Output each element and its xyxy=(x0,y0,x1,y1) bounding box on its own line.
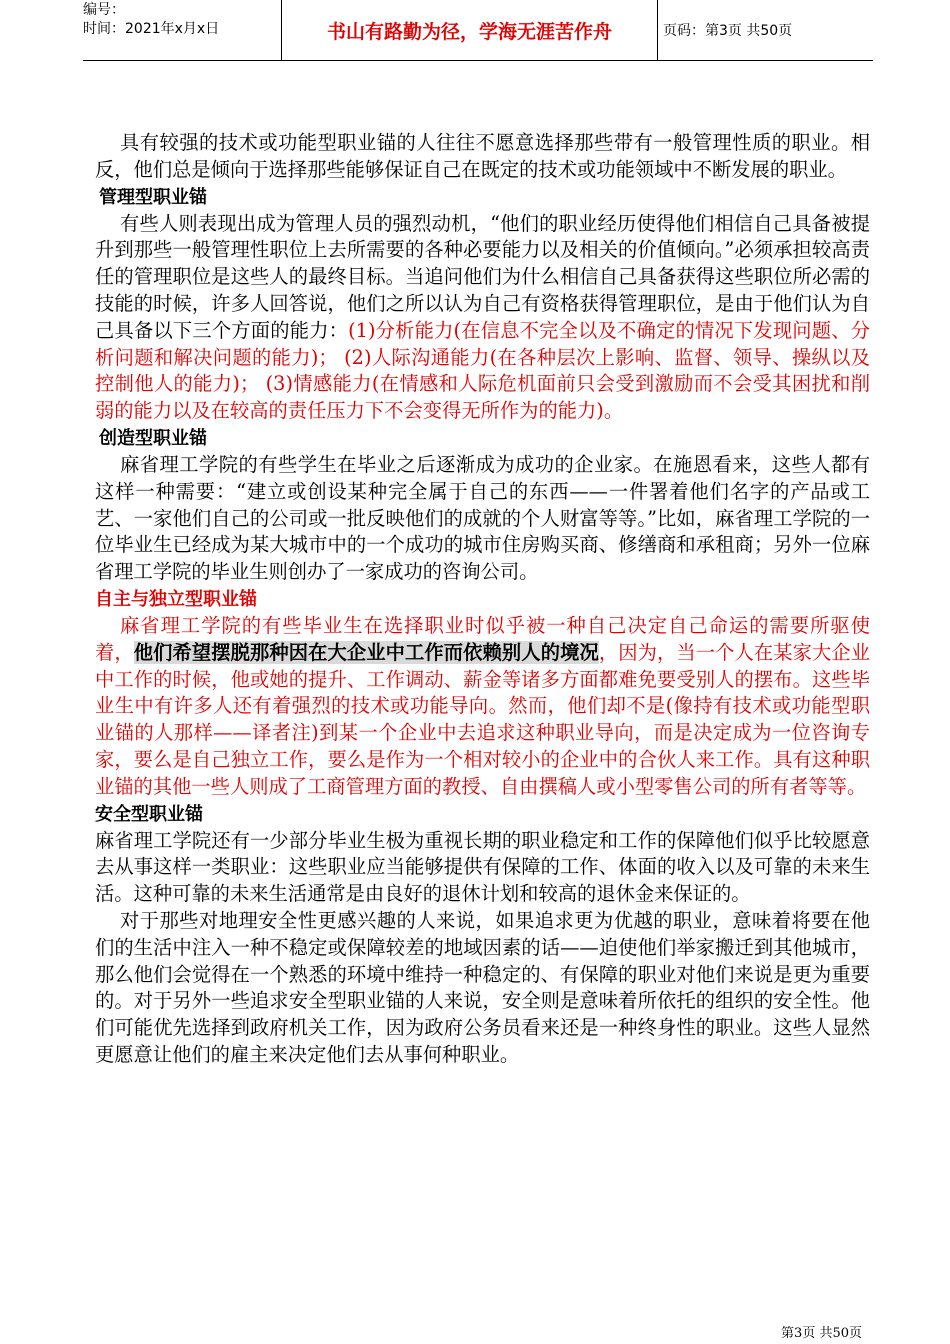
paragraph-management xyxy=(95,211,870,425)
paragraph-autonomy xyxy=(95,613,870,801)
heading-security-anchor: 安全型职业锚 xyxy=(95,803,203,825)
paragraph-geographic-security: 对于那些对地理安全性更感兴趣的人来说，如果追求更为优越的职业，意味着将要在他们的生活中注入一种不稳定或保障较差的地域因素的话——迫使他们举家搬迁到其他城市，那么他们会觉得在一个熟悉的环境中维持一种稳定的、有保障的职业对他们来说是更为重要的。对于另外一些追求安全型职业锚的人来说，安全则是意味着所依托的组织的安全性。他们可能优先选择到政府机关工作，因为政府公务员看来还是一种终身性的职业。这些人显然更愿意让他们的雇主来决定他们去从事何种职业。 xyxy=(95,908,870,1066)
paragraph-autonomy-rest: ，因为，当一个人在某家大企业中工作的时候，他或她的提升、工作调动、薪金等诸多方面都难免要受别人的摆布。这些毕业生中有许多人还有着强烈的技术或功能导向。然而，他们却不是(像持有技术或功能型职业锚的人那样——译者注)到某一个企业中去追求这种职业导向，而是决定成为一位咨询专家，要么是自己独立工作，要么是作为一个相对较小的企业中的合伙人来工作。具有这种职业锚的其他一些人则成了工商管理方面的教授、自由撰稿人或小型零售公司的所有者等等。 xyxy=(95,640,871,798)
page-footer: 第3页 共50页 xyxy=(781,1326,862,1341)
paragraph-management-text: 有些人则表现出成为管理人员的强烈动机，“他们的职业经历使得他们相信自己具备被提升到那些一般管理性职位上去所需要的各种必要能力以及相关的价值倾向。”必须承担较高责任的管理职位是这些人的最终目标。当追问他们为什么相信自己具备获得这些职位所必需的技能的时候，许多人回答说，他们之所以认为自己有资格获得管理职位，是由于他们认为自己具备以下三个方面的能力： xyxy=(95,211,870,342)
header-motto: 书山有路勤为径，学海无涯苦作舟 xyxy=(326,20,612,43)
paragraph-autonomy-start: 麻省理工学院的有些毕业生在选择职业时似乎被一种自己决定自己命运的需要所驱使着， xyxy=(95,613,870,664)
paragraph-technical: 具有较强的技术或功能型职业锚的人往往不愿意选择那些带有一般管理性质的职业。相反，他们总是倾向于选择那些能够保证自己在既定的技术或功能领域中不断发展的职业。 xyxy=(95,131,870,181)
header-motto-cell xyxy=(282,0,658,60)
highlighted-text: 他们希望摆脱那种因在大企业中工作而依赖别人的境况 xyxy=(133,640,599,664)
heading-autonomy-anchor: 自主与独立型职业锚 xyxy=(95,588,257,610)
paragraph-creative: 麻省理工学院的有些学生在毕业之后逐渐成为成功的企业家。在施恩看来，这些人都有这样一种需要：“建立或创设某种完全属于自己的东西——一件署着他们名字的产品或工艺、一家他们自己的公司或一批反映他们的成就的个人财富等等。”比如，麻省理工学院的一位毕业生已经成为某大城市中的一个成功的城市住房购买商、修缮商和承租商；另外一位麻省理工学院的毕业生则创办了一家成功的咨询公司。 xyxy=(95,452,870,584)
header-page-info: 页码：第3页 共50页 xyxy=(663,23,793,39)
document-body xyxy=(95,130,870,1069)
heading-creative-anchor: 创造型职业锚 xyxy=(99,427,207,449)
header-number-label: 编号： xyxy=(83,2,125,18)
header-time-label: 时间：2021年x月x日 xyxy=(83,21,220,37)
page-header xyxy=(83,0,873,61)
paragraph-security: 麻省理工学院还有一少部分毕业生极为重视长期的职业稳定和工作的保障他们似乎比较愿意去从事这样一类职业：这些职业应当能够提供有保障的工作、体面的收入以及可靠的未来生活。这种可靠的未来生活通常是由良好的退休计划和较高的退休金来保证的。 xyxy=(95,828,870,906)
heading-management-anchor: 管理型职业锚 xyxy=(99,186,207,208)
paragraph-management-abilities: (1)分析能力(在信息不完全以及不确定的情况下发现问题、分析问题和解决问题的能力)； (2)人际沟通能力(在各种层次上影响、监督、领导、操纵以及控制他人的能力)； (3)情感能力(在情感和人际危机面前只会受到激励而不会受其困扰和削弱的能力以及在较高的责任压力下不会变得无所作为的能力)。 xyxy=(95,318,870,423)
header-meta xyxy=(83,0,282,61)
